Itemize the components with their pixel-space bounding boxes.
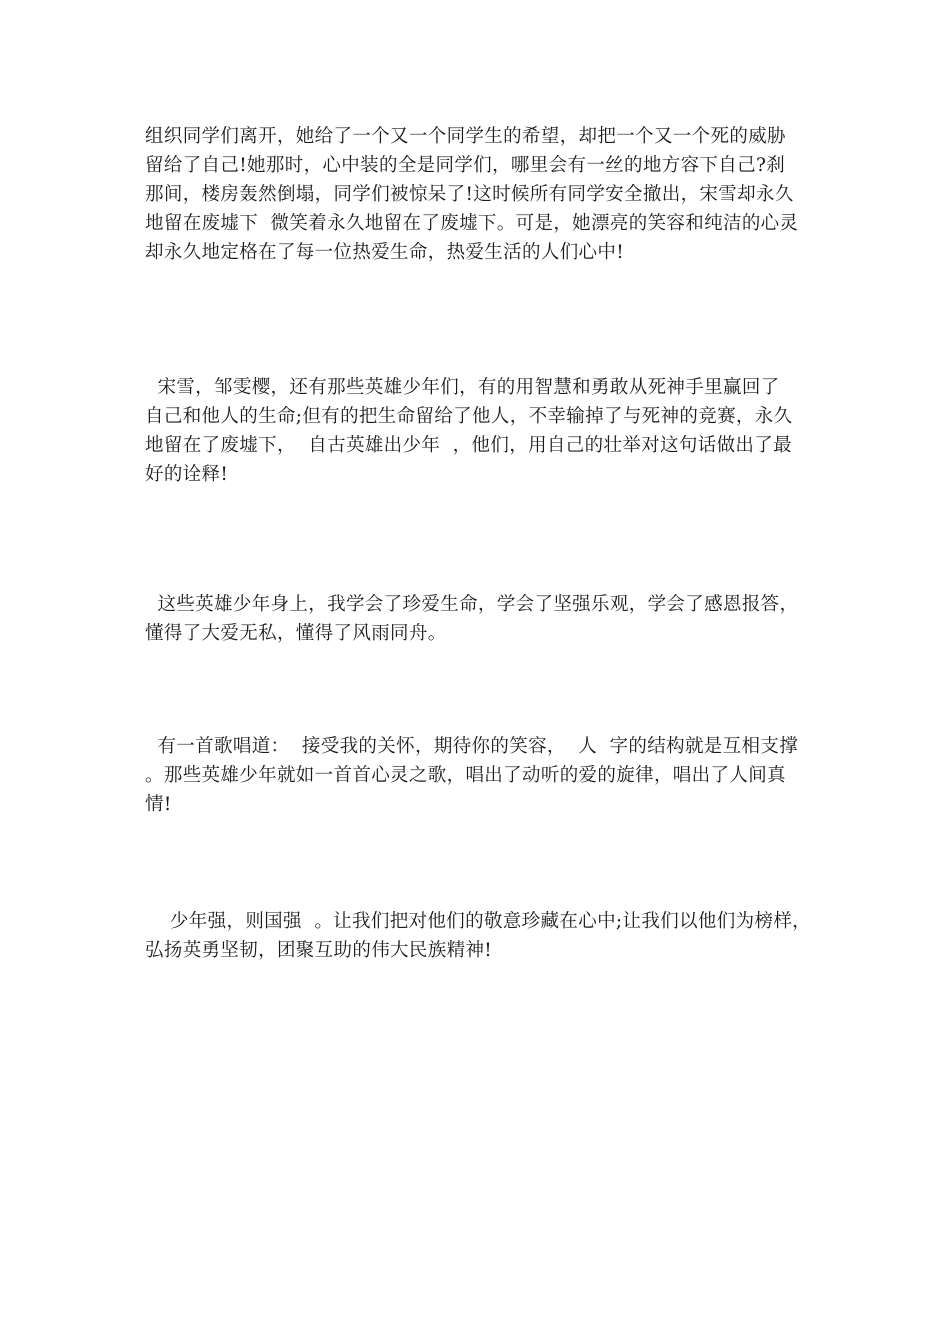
text-line: 自己和他人的生命;但有的把生命留给了他人，不幸输掉了与死神的竞赛，永久 bbox=[145, 406, 793, 427]
text-line: 组织同学们离开，她给了一个又一个同学生的希望，却把一个又一个死的威胁 bbox=[145, 126, 786, 147]
paragraph-song-xue-sacrifice bbox=[145, 122, 835, 267]
text-line: 宋雪，邹雯樱，还有那些英雄少年们，有的用智慧和勇敢从死神手里赢回了 bbox=[145, 377, 780, 398]
paragraph-song-quote bbox=[145, 732, 835, 819]
text-line: 有一首歌唱道： 接受我的关怀，期待你的笑容， 人 字的结构就是互相支撑 bbox=[145, 736, 799, 757]
text-line: 弘扬英勇坚韧，团聚互助的伟大民族精神! bbox=[145, 940, 493, 961]
text-line: 懂得了大爱无私，懂得了风雨同舟。 bbox=[145, 623, 447, 644]
paragraph-hero-youths bbox=[145, 373, 835, 489]
text-line: 好的诠释! bbox=[145, 464, 229, 485]
paragraph-lessons-learned bbox=[145, 590, 835, 648]
text-line: 那间，楼房轰然倒塌，同学们被惊呆了!这时候所有同学安全撤出，宋雪却永久 bbox=[145, 184, 794, 205]
text-line: 留给了自己!她那时，心中装的全是同学们，哪里会有一丝的地方容下自己?刹 bbox=[145, 155, 786, 176]
paragraph-conclusion bbox=[145, 907, 835, 965]
text-line: 地留在废墟下 微笑着永久地留在了废墟下。可是，她漂亮的笑容和纯洁的心灵 bbox=[145, 213, 799, 234]
text-line: 少年强，则国强 。让我们把对他们的敬意珍藏在心中;让我们以他们为榜样， bbox=[145, 911, 812, 932]
text-line: 这些英雄少年身上，我学会了珍爱生命，学会了坚强乐观，学会了感恩报答， bbox=[145, 594, 799, 615]
text-line: 情! bbox=[145, 794, 172, 815]
text-line: 。那些英雄少年就如一首首心灵之歌，唱出了动听的爱的旋律，唱出了人间真 bbox=[145, 765, 786, 786]
text-line: 却永久地定格在了每一位热爱生命，热爱生活的人们心中! bbox=[145, 242, 625, 263]
text-line: 地留在了废墟下， 自古英雄出少年 ，他们，用自己的壮举对这句话做出了最 bbox=[145, 435, 792, 456]
